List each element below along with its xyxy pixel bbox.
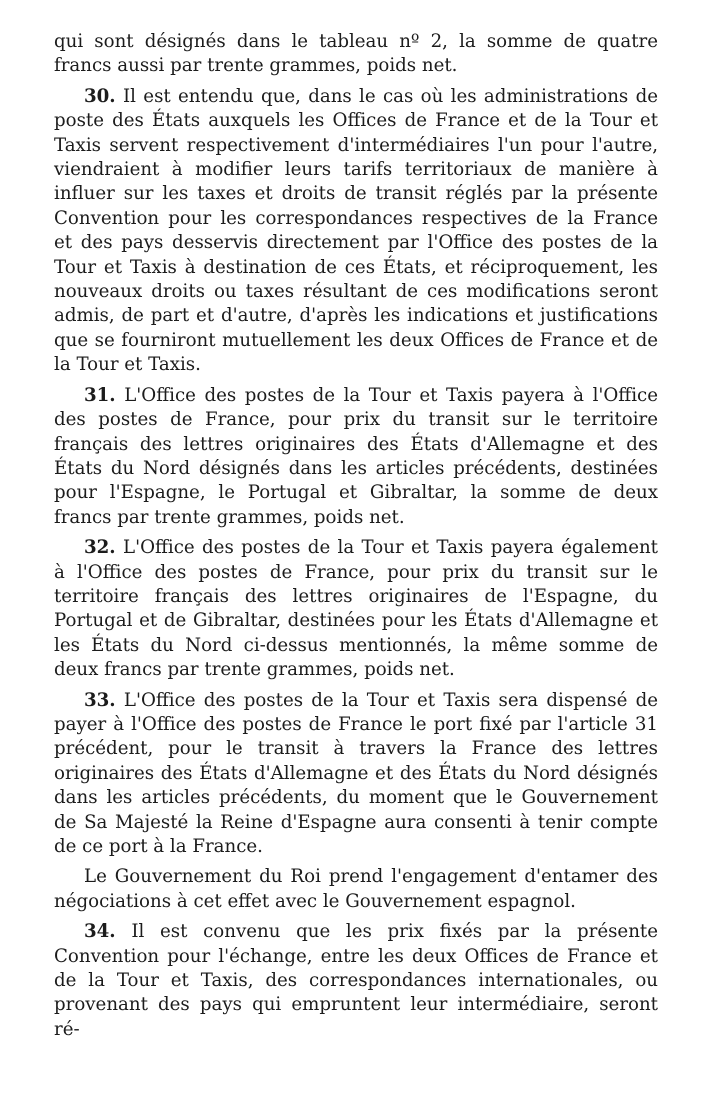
paragraph-text: L'Office des postes de la Tour et Taxis payera à l'Office des postes de France, pour prix du transit sur le territoire français des lettres originaires des États d'Allemagne et des États du Nord désignés dans les articles précédents, destinées pour l'Espagne, le Portugal et Gibraltar, la somme de deux francs par trente grammes, poids net. [54, 384, 658, 528]
paragraph-government [54, 865, 658, 914]
article-number: 32. [84, 537, 116, 559]
article-number: 31. [84, 384, 116, 406]
document-page [54, 30, 658, 1048]
paragraph-text: Il est convenu que les prix fixés par la présente Convention pour l'échange, entre les deux Offices de France et de la Tour et Taxis, des correspondances internationales, ou provenant des pays qui empruntent leur intermédiaire, seront ré- [54, 921, 658, 1040]
paragraph-text: L'Office des postes de la Tour et Taxis sera dispensé de payer à l'Office des postes de France le port fixé par l'article 31 précédent, pour le transit à travers la France des lettres originaires des États d'Allemagne et des États du Nord désignés dans les articles précédents, du moment que le Gouvernement de Sa Majesté la Reine d'Espagne aura consenti à tenir compte de ce port à la France. [54, 689, 658, 857]
paragraph-text: qui sont désignés dans le tableau nº 2, la somme de quatre francs aussi par trente grammes, poids net. [54, 31, 658, 77]
paragraph-text: L'Office des postes de la Tour et Taxis payera également à l'Office des postes de France, pour prix du transit sur le territoire français des lettres originaires de l'Espagne, du Portugal et de Gibraltar, destinées pour les États d'Allemagne et les États du Nord ci-dessus mentionnés, la même somme de deux francs par trente grammes, poids net. [54, 537, 658, 681]
article-number: 34. [84, 921, 116, 943]
article-30 [54, 85, 658, 378]
paragraph-text: Le Gouvernement du Roi prend l'engagement d'entamer des négociations à cet effet avec le Gouvernement espagnol. [54, 866, 658, 912]
article-32 [54, 536, 658, 682]
paragraph-text: Il est entendu que, dans le cas où les administrations de poste des États auxquels les Offices de France et de la Tour et Taxis servent respectivement d'intermédiaires l'un pour l'autre, viendraient à modifier leurs tarifs territoriaux de manière à influer sur les taxes et droits de transit réglés par la présente Convention pour les correspondances respectives de la France et des pays desservis directement par l'Office des postes de la Tour et Taxis à destination de ces États, et réciproquement, les nouveaux droits ou taxes résultant de ces modifications seront admis, de part et d'autre, d'après les indications et justifications que se fourniront mutuellement les deux Offices de France et de la Tour et Taxis. [54, 85, 658, 376]
article-number: 33. [84, 689, 116, 711]
article-number: 30. [84, 85, 116, 107]
article-34 [54, 920, 658, 1042]
article-33 [54, 689, 658, 860]
article-31 [54, 384, 658, 530]
paragraph-continuation [54, 30, 658, 79]
